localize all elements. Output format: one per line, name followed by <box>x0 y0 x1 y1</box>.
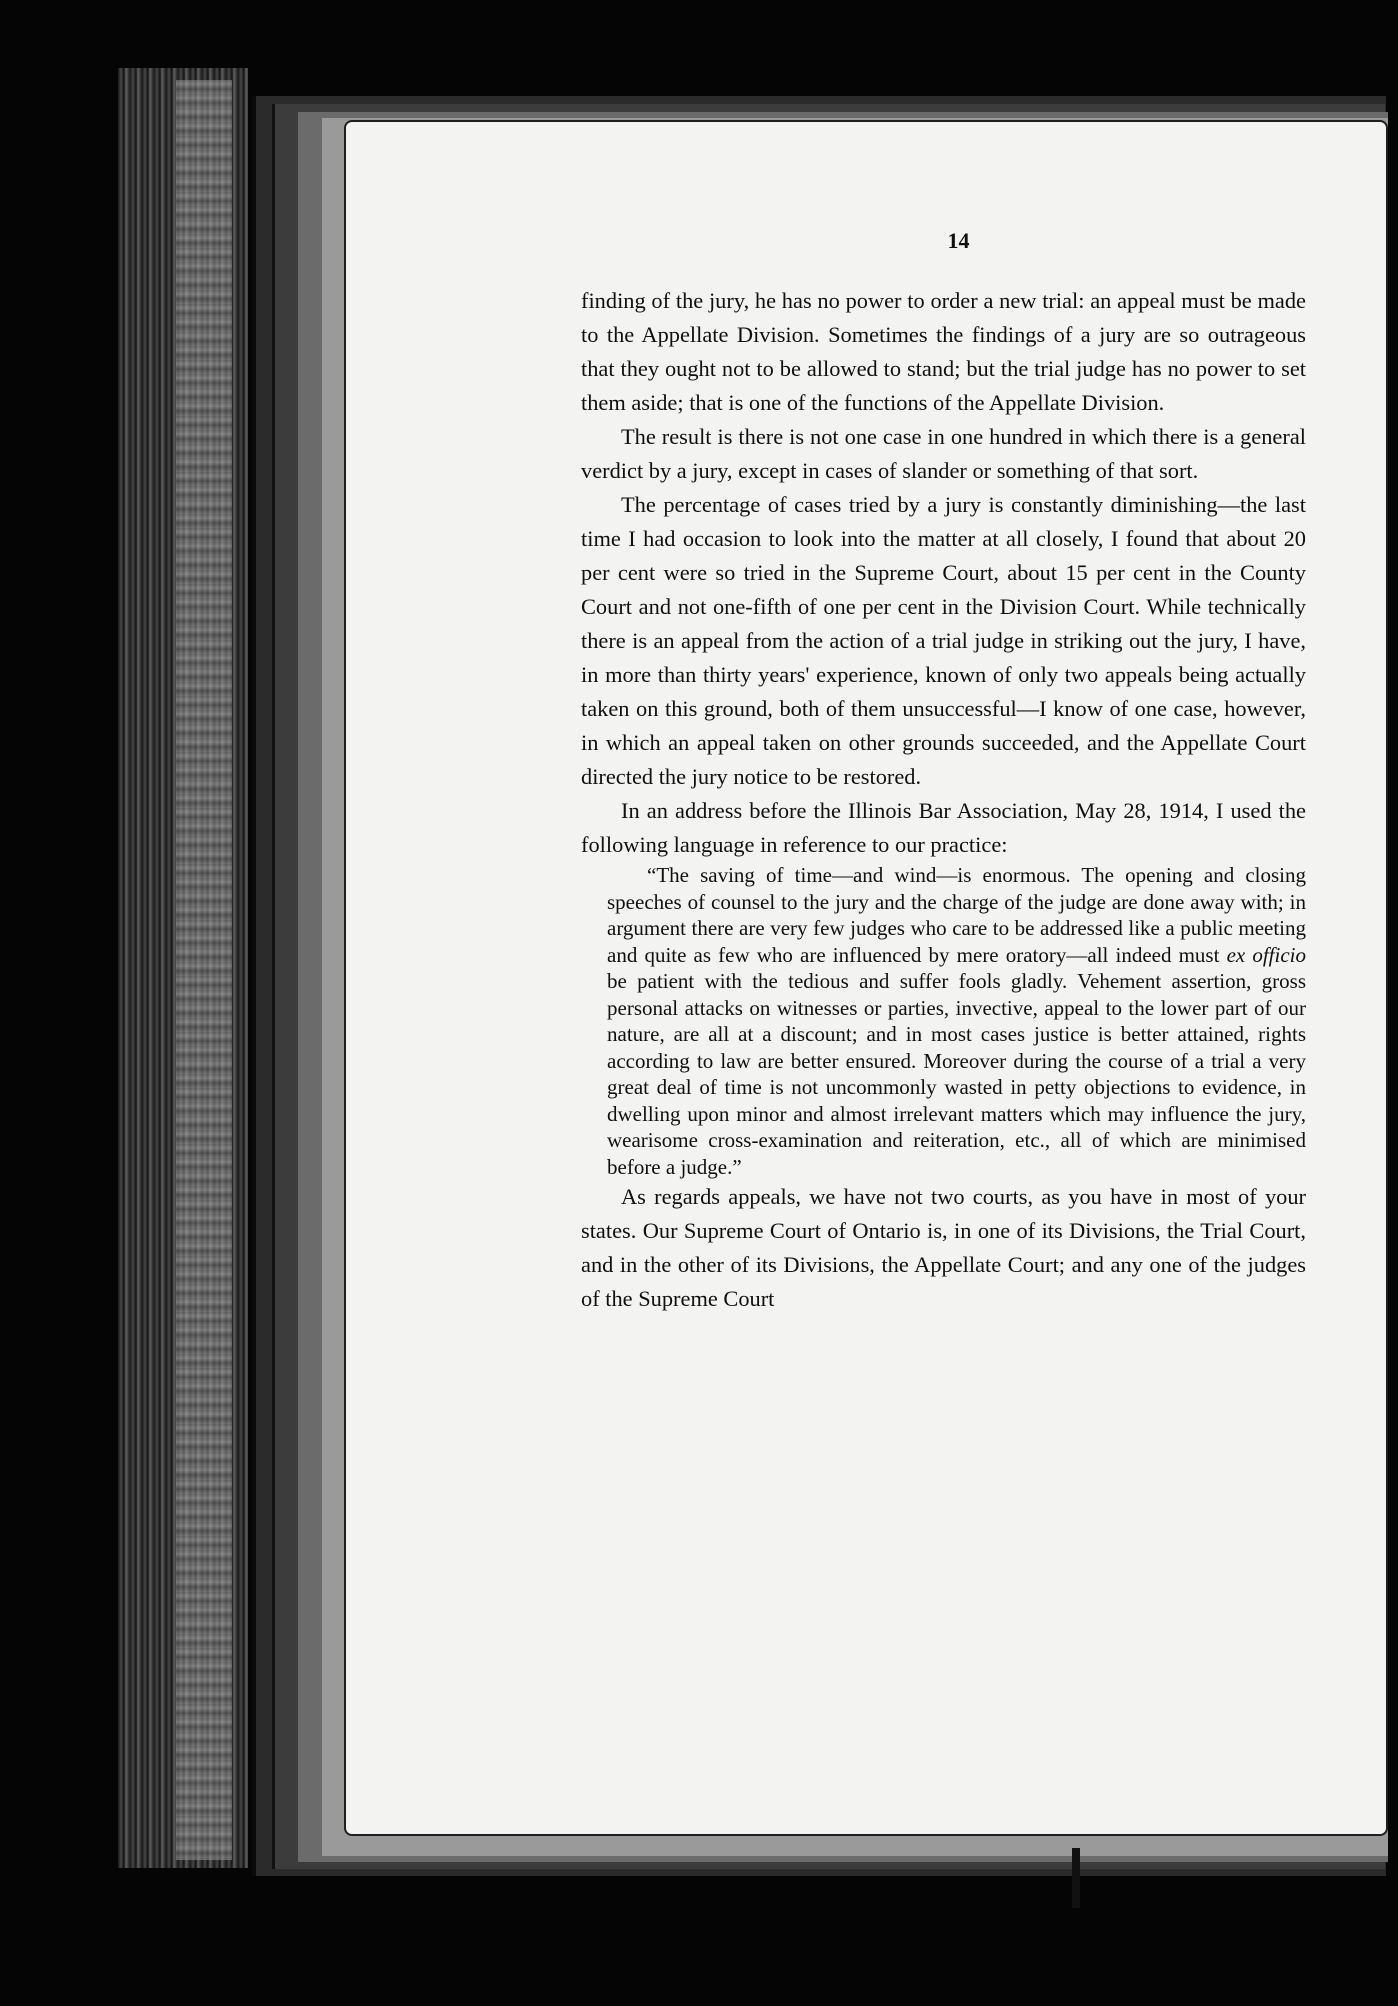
book-spine-highlight <box>176 80 232 1860</box>
quote-italic-term: ex officio <box>1226 942 1306 967</box>
page-number: 14 <box>947 228 970 253</box>
paragraph: The percentage of cases tried by a jury is constantly diminishing—the last time I had occasion to look into the matter at all closely, I found that about 20 per cent were so tried in the Supreme Court, about 15 per cent in the County Court and not one-fifth of one per cent in the Division Court. While technically there is an appeal from the action of a trial judge in striking out the jury, I have, in more than thirty years' experience, known of only two appeals being actually taken on this ground, both of them unsuccessful—I know of one case, however, in which an appeal taken on other grounds succeeded, and the Appellate Court directed the jury notice to be restored. <box>581 492 1306 789</box>
paragraph: As regards appeals, we have not two courts, as you have in most of your states. Our Supreme Court of Ontario is, in one of its Divisions, the Trial Court, and in the other of its Divisions, the Appellate Court; and any one of the judges of the Supreme Court <box>581 1184 1306 1311</box>
quote-text: be patient with the tedious and suffer fools gladly. Vehement assertion, gross personal attacks on witnesses or parties, invective, appeal to the lower part of our nature, are all at a discount; and in most cases justice is better attained, rights according to law are better ensured. Moreover during the course of a trial a very great deal of time is not uncommonly wasted in petty objections to evidence, in dwelling upon minor and almost irrelevant matters which may influence the jury, wearisome cross-examination and reiteration, etc., all of which are minimised before a judge.” <box>607 969 1306 1179</box>
paragraph: The result is there is not one case in one hundred in which there is a general verdict by a jury, except in cases of slander or something of that sort. <box>581 424 1306 483</box>
page-content <box>581 228 1306 1728</box>
paragraph: finding of the jury, he has no power to order a new trial: an appeal must be made to the Appellate Division. Sometimes the findings of a jury are so outrageous that they ought not to be allowed to stand; but the trial judge has no power to set them aside; that is one of the functions of the Appellate Division. <box>581 288 1306 415</box>
quote-text: “The saving of time—and wind—is enormous. The opening and closing speeches of counsel to the jury and the charge of the judge are done away with; in argument there are very few judges who care to be addressed like a public meeting and quite as few who are influenced by mere oratory—all indeed must <box>607 863 1306 967</box>
paragraph: In an address before the Illinois Bar Association, May 28, 1914, I used the following language in reference to our practice: <box>581 798 1306 857</box>
book-page <box>346 122 1386 1834</box>
block-quote <box>581 862 1306 1180</box>
scan-artifact <box>1072 1848 1080 1908</box>
